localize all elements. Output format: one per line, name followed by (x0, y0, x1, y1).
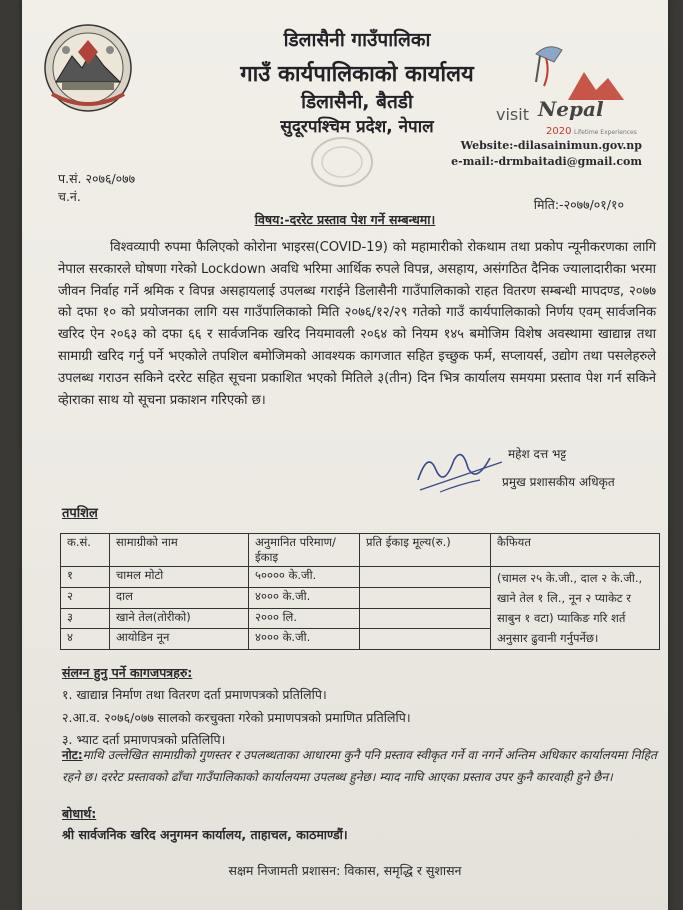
price-cell (360, 567, 491, 588)
header-cell: प्रति ईकाइ मूल्य(रु.) (360, 534, 491, 567)
cc-recipient: श्री सार्वजनिक खरिद अनुगमन कार्यालय, ताहाचल, काठमाण्डौं। (62, 827, 348, 842)
attachments-heading: संलग्न हुनु पर्ने कागजपत्रहरु: (62, 665, 193, 680)
faint-stamp-icon (307, 132, 377, 192)
header-cell: कैफियत (491, 534, 660, 567)
province-name: सुदूरपश्चिम प्रदेश, नेपाल (280, 117, 434, 137)
table-header-row (61, 534, 660, 567)
website-text: Website:-dilasainimun.gov.np (460, 139, 642, 152)
footer-slogan: सक्षम निजामती प्रशासन: विकास, समृद्धि र सुशासन (228, 863, 462, 878)
table-heading: तपशिल (62, 506, 98, 521)
cc-heading: बोधार्थ: (62, 806, 97, 821)
quantity-cell: २००० लि. (249, 608, 360, 629)
item-name-cell: दाल (110, 587, 249, 608)
subject-line (22, 211, 668, 228)
nepal-emblem-icon (42, 22, 134, 114)
subject-text: विषय:-दररेट प्रस्ताव पेश गर्ने सम्बन्धमा। (254, 212, 436, 227)
attachment-item: १. खाद्यान्न निर्माण तथा वितरण दर्ता प्रमाणपत्रको प्रतिलिपि। (62, 687, 327, 702)
quantity-cell: ५०००० के.जी. (249, 567, 360, 588)
header-cell: अनुमानित परिमाण/ईकाइ (249, 534, 360, 567)
signatory-name: महेश दत्त भट्ट (508, 447, 567, 461)
quantity-cell: ४००० के.जी. (249, 629, 360, 650)
price-cell (360, 608, 491, 629)
sn-cell: २ (61, 587, 110, 608)
item-name-cell: आयोडिन नून (110, 629, 249, 650)
logo-nepal-text: Nepal (538, 97, 604, 121)
logo-tag-text: Lifetime Experiences (574, 129, 637, 136)
attachment-item: ३. भ्याट दर्ता प्रमाणपत्रको प्रतिलिपि। (62, 732, 226, 747)
chalani-number: च.नं. (58, 189, 81, 204)
note-label: नोट: (62, 748, 83, 762)
email-text: e-mail:-drmbaitadi@gmail.com (451, 155, 642, 168)
letter-page (22, 0, 668, 910)
header-cell: सामाग्रीको नाम (110, 534, 249, 567)
note-block (62, 744, 660, 788)
remark-cell: (चामल २५ के.जी., दाल २ के.जी., खाने तेल १ लि., नून २ प्याकेट र साबुन १ वटा) प्याकिङ गरि शर्त अनुसार ढुवानी गर्नुपर्नेछ। (491, 567, 660, 650)
office-name: गाउँ कार्यपालिकाको कार्यालय (240, 62, 474, 87)
items-table (60, 533, 660, 650)
body-paragraph: विश्वव्यापी रुपमा फैलिएको कोरोना भाइरस(COVID-19) को महामारीको रोकथाम तथा प्रकोप न्यूनीकरणका लागि नेपाल सरकारले घोषणा गरेको Lockdown अवधि भरिमा आर्थिक रुपले विपन्न, असहाय, असंगठित दैनिक ज्यालादारीका भरमा जीवन निर्वाह गर्ने श्रमिक र विपन्न असहायलाई उपलब्ध गराईने डिलासैनी गाउँपालिकाको राहत वितरण सम्बन्धी मापदण्ड, २०७७ को दफा १० को प्रयोजनका लागि यस गाउँपालिकाको मिति २०७६/१२/२९ गतेको गाउँ कार्यपालिकाको निर्णय एवम् सार्वजनिक खरिद ऐन २०६३ को दफा ६६ र सार्वजनिक खरिद नियमावली २०६४ को नियम १४५ बमोजिम विशेष अवस्थामा खाद्यान्न तथा सामाग्री खरिद गर्नु पर्ने भएकोले तपशिल बमोजिमको आवश्यक कागजात सहित इच्छुक फर्म, सप्लायर्स, उद्योग तथा पसलेहरुले उपलब्ध गराउन सकिने दररेट सहित सूचना प्रकाशित भएको मितिले ३(तीन) दिन भित्र कार्यालय समयमा प्रस्ताव पेश गर्न सकिने व्हेाराका साथ यो सूचना प्रकाशन गरिएको छ। (58, 240, 656, 408)
sn-cell: ३ (61, 608, 110, 629)
note-text: माथि उल्लेखित सामाग्रीको गुणस्तर र उपलब्धताका आधारमा कुनै पनि प्रस्ताव स्वीकृत गर्ने वा नगर्ने अन्तिम अधिकार कार्यालयमा निहित रहने छ। दररेट प्रस्तावको ढाँचा गाउँपालिकाको कार्यालयमा उपलब्ध हुनेछ। म्याद नाघि आएका प्रस्ताव उपर कुनै कारवाही हुने छैन। (62, 748, 657, 784)
quantity-cell: ४००० के.जी. (249, 587, 360, 608)
table-row (61, 567, 660, 588)
logo-visit-text: visit (496, 105, 529, 124)
signature-icon (410, 440, 510, 496)
visit-nepal-logo-icon (488, 42, 638, 138)
item-name-cell: खाने तेल(तोरीको) (110, 608, 249, 629)
letter-date: मिति:-२०७७/०१/१० (533, 197, 624, 212)
logo-year-text: 2020 (546, 126, 572, 137)
reference-block (58, 170, 135, 206)
signatory-title: प्रमुख प्रशासकीय अधिकृत (502, 475, 615, 489)
price-cell (360, 587, 491, 608)
sn-cell: ४ (61, 629, 110, 650)
attachment-item: २.आ.व. २०७६/०७७ सालको करचुक्ता गरेको प्रमाणपत्रको प्रमाणित प्रतिलिपि। (62, 710, 411, 725)
sn-cell: १ (61, 567, 110, 588)
office-location: डिलासैनी, बैतडी (301, 91, 413, 113)
item-name-cell: चामल मोटो (110, 567, 249, 588)
header-cell: क.सं. (61, 534, 110, 567)
contact-info (451, 138, 642, 170)
municipality-name: डिलासैनी गाउँपालिका (283, 29, 431, 51)
patra-sankhya: प.सं. २०७६/०७७ (58, 171, 136, 186)
price-cell (360, 629, 491, 650)
